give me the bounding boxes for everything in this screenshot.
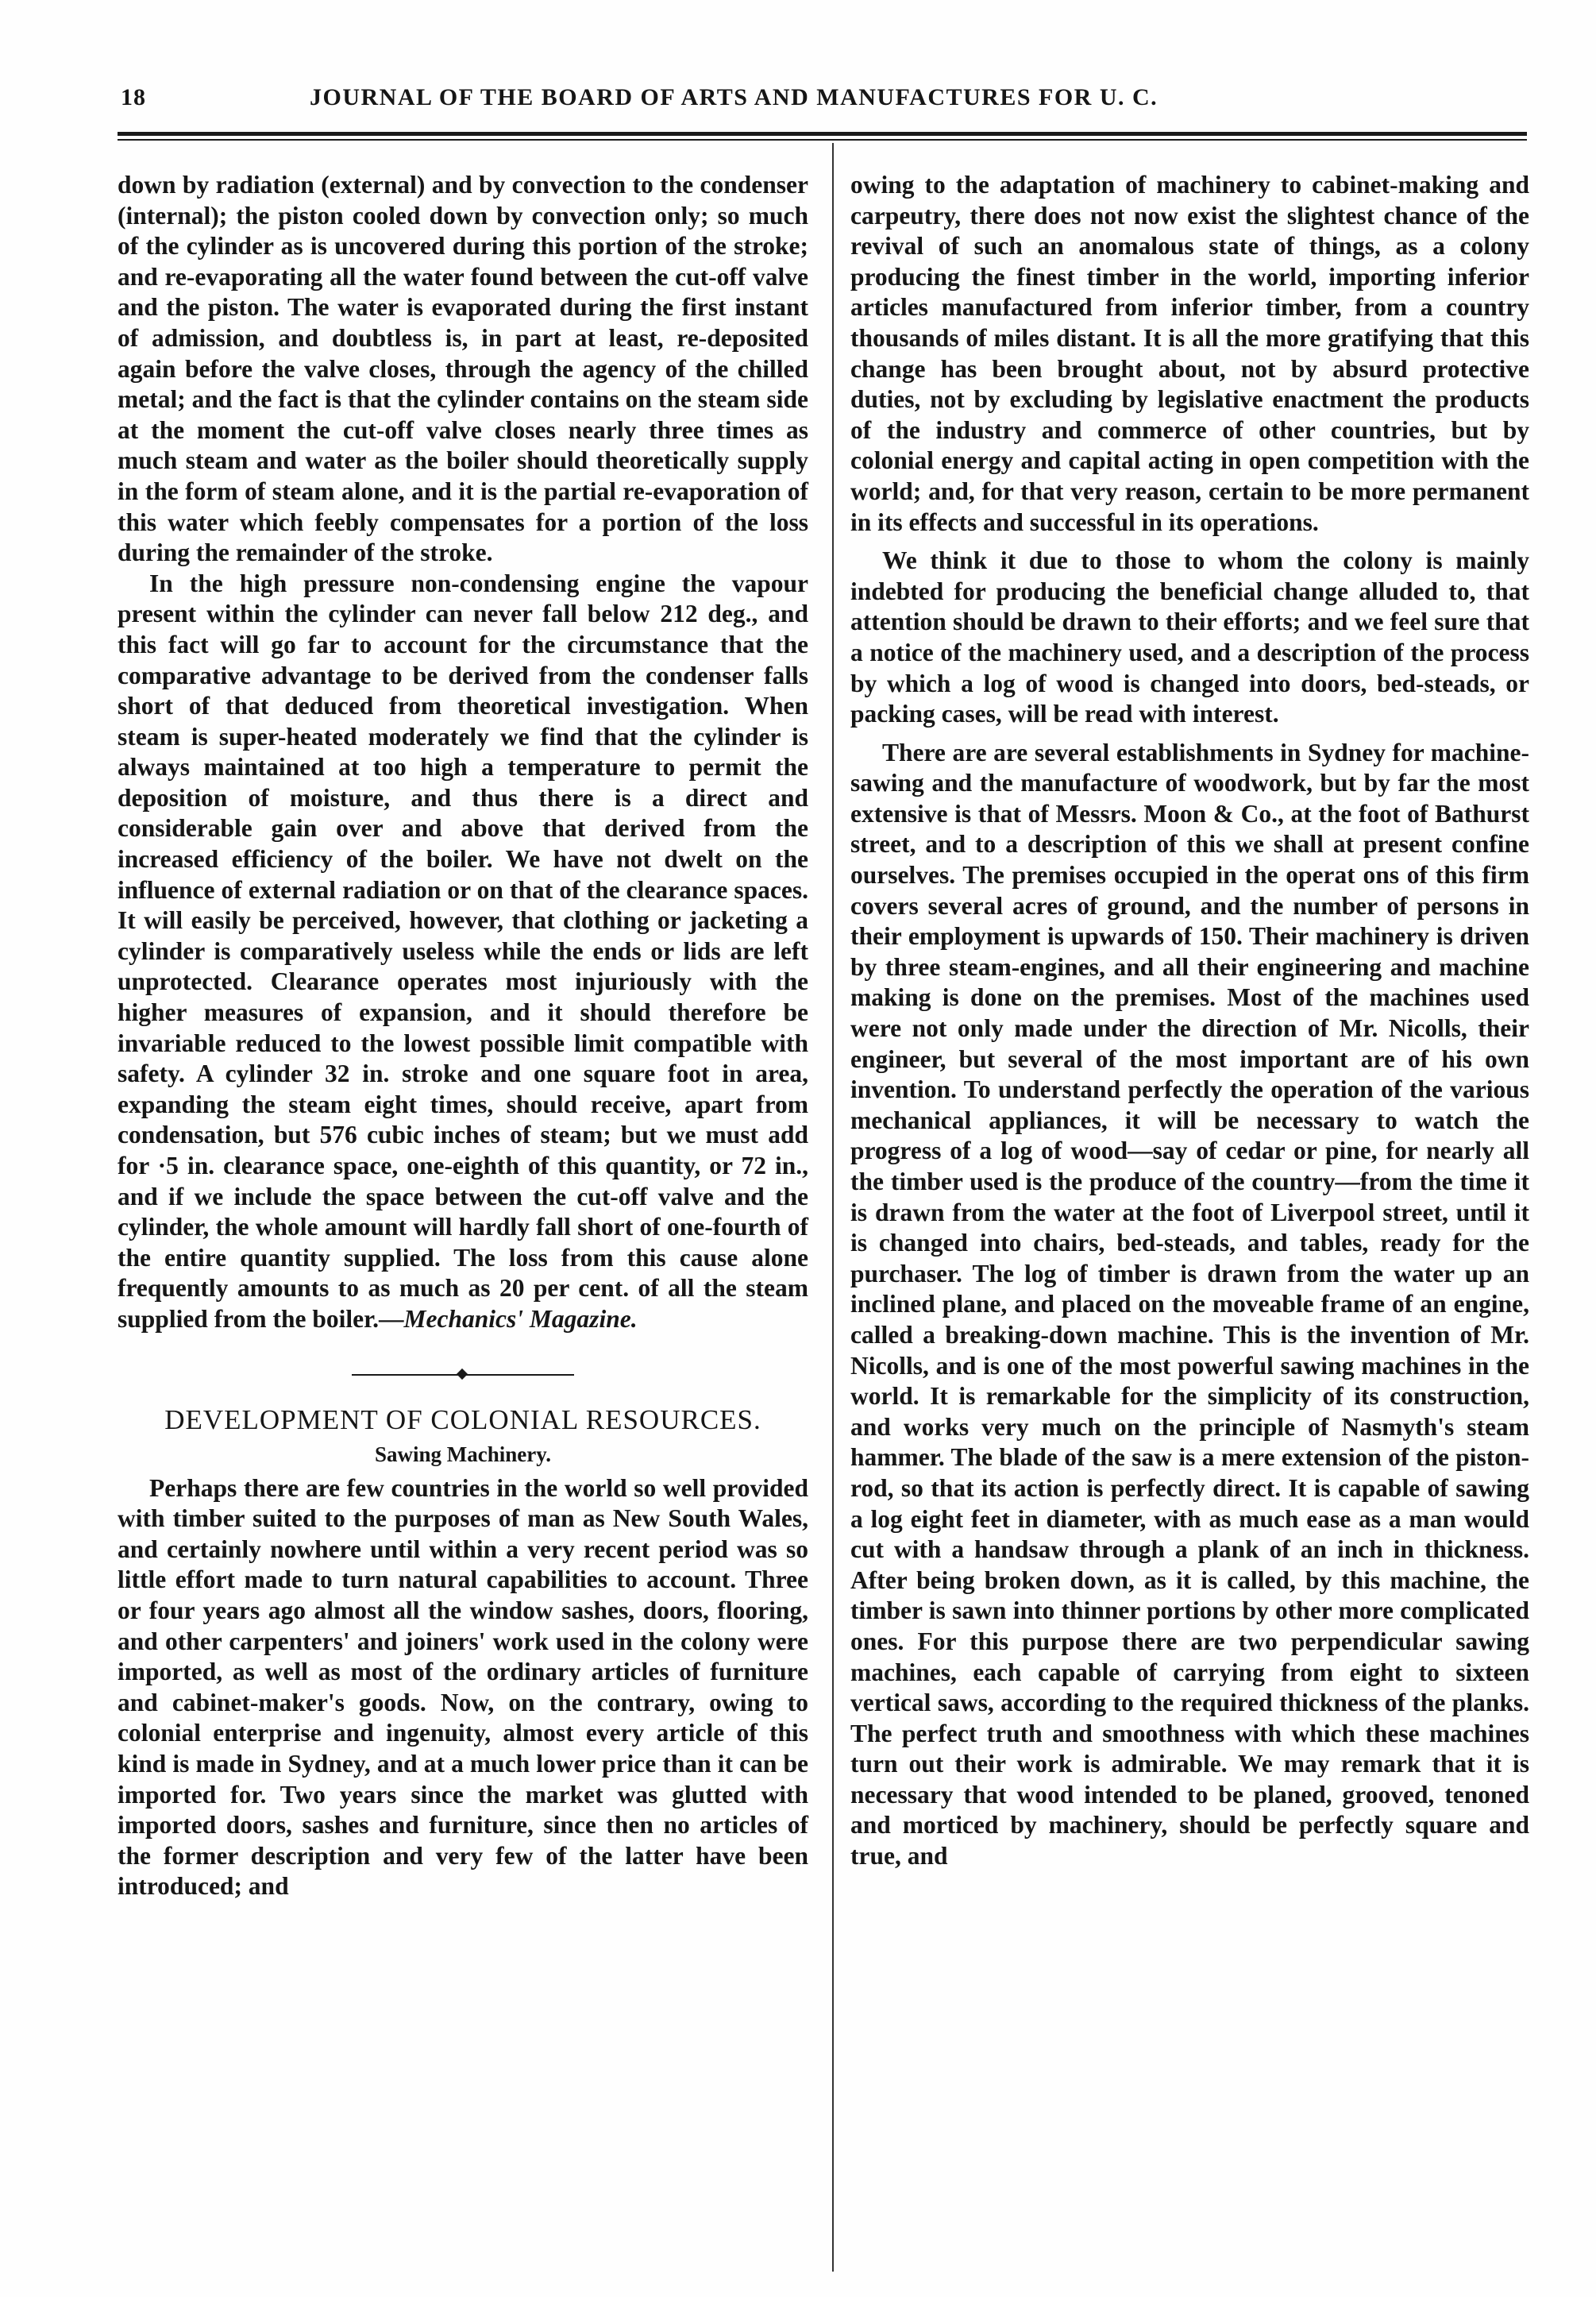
left-paragraph-2: [118, 569, 808, 1335]
section-title: DEVELOPMENT OF COLONIAL RESOURCES.: [164, 1403, 761, 1435]
page-number: 18: [121, 84, 146, 110]
right-column: [850, 170, 1529, 1872]
right-paragraph-1: owing to the adaptation of machinery to cabinet-making and carpeutry, there does not now exist the slightest chance of the revival of such an anomalous state of things, as a colony producing the finest timber in the world, importing inferior articles manufactured from inferior timber, from a country thousands of miles distant. It is all the more gratifying that this change has been brought about, not by absurd protective duties, not by excluding by legislative enactment the products of the industry and commerce of other countries, but by colonial energy and capital acting in open competition with the world; and, for that very reason, certain to be more permanent in its effects and successful in its operations.: [850, 171, 1529, 536]
left-paragraph-2-text: In the high pressure non-condensing engine the vapour present within the cylinder can never fall below 212 deg., and this fact will go far to account for the circumstance that the comparative advantage to be derived from the condenser falls short of that deduced from theoretical investigation. When steam is super-heated moderately we find that the cylinder is always maintained at too high a temperature to permit the deposition of moisture, and thus there is a direct and considerable gain over and above that derived from the increased efficiency of the boiler. We have not dwelt on the influence of external radiation or on that of the clearance spaces. It will easily be perceived, however, that clothing or jacketing a cylinder is comparatively useless while the ends or lids are left unprotected. Clearance operates most injuriously with the higher measures of expansion, and it should therefore be invariable reduced to the lowest possible limit compatible with safety. A cylinder 32 in. stroke and one square foot in area, expanding the steam eight times, should receive, apart from condensation, but 576 cubic inches of steam; but we must add for ·5 in. clearance space, one-eighth of this quantity, or 72 in., and if we include the space between the cut-off valve and the cylinder, the whole amount will hardly fall short of one-fourth of the entire quantity supplied. The loss from this cause alone frequently amounts to as much as 20 per cent. of all the steam supplied from the boiler.—: [118, 569, 808, 1333]
running-title: JOURNAL OF THE BOARD OF ARTS AND MANUFACTURES FOR U. C.: [310, 84, 1158, 110]
right-paragraph-2: We think it due to those to whom the colony is mainly indebted for producing the beneficial change alluded to, that attention should be drawn to their efforts; and we feel sure that a notice of the machinery used, and a description of the process by which a log of wood is changed into doors, bed-steads, or packing cases, will be read with interest.: [850, 546, 1529, 728]
section-subtitle: Sawing Machinery.: [374, 1442, 551, 1466]
column-divider: [832, 143, 834, 2272]
left-paragraph-3: Perhaps there are few countries in the world so well provided with timber suited to the purposes of man as New South Wales, and certainly nowhere until within a very recent period was so little effort made to turn natural capabilities to account. Three or four years ago almost all the window sashes, doors, flooring, and other carpenters' and joiners' work used in the colony were imported, as well as most of the ordinary articles of furniture and cabinet-maker's goods. Now, on the contrary, owing to colonial enterprise and ingenuity, almost every article of this kind is made in Sydney, and at a much lower price than it can be imported for. Two years since the market was glutted with imported doors, sashes and furniture, since then no articles of the former description and very few of the latter have been introduced; and: [118, 1473, 808, 1901]
section-ornament: [118, 1359, 808, 1391]
ornament-diamond-icon: [457, 1368, 468, 1379]
right-paragraph-3: There are are several establishments in Sydney for machine-sawing and the manufacture of woodwork, but by far the most extensive is that of Messrs. Moon & Co., at the foot of Bathurst street, and to a description of this we shall at present confine ourselves. The premises occupied in the operat ons of this firm covers several acres of ground, and the number of persons in their employment is upwards of 150. Their machinery is driven by three steam-engines, and all their engineering and machine making is done on the premises. Most of the machines used were not only made under the direction of Mr. Nicolls, their engineer, but several of the most important are of his own invention. To understand perfectly the operation of the various mechanical appliances, it will be necessary to watch the progress of a log of wood—say of cedar or pine, for nearly all the timber used is the produce of the country—from the time it is drawn from the water at the foot of Liverpool street, until it is changed into chairs, bed-steads, and tables, ready for the purchaser. The log of timber is drawn from the water up an inclined plane, and placed on the moveable frame of an engine, called a breaking-down machine. This is the invention of Mr. Nicolls, and is one of the most powerful sawing machines in the world. It is remarkable for the simplicity of its construction, and works very much on the principle of Nasmyth's steam hammer. The blade of the saw is a mere extension of the piston-rod, so that its action is perfectly direct. It is capable of sawing a log eight feet in diameter, with as much ease as a man would cut with a handsaw through a plank of an inch in thickness. After being broken down, as it is called, by this machine, the timber is sawn into thinner portions by other more complicated ones. For this purpose there are two perpendicular sawing machines, each capable of carrying from eight to sixteen vertical saws, according to the required thickness of the planks. The perfect truth and smoothness with which these machines turn out their work is admirable. We may remark that it is necessary that wood intended to be planed, grooved, tenoned and morticed by machinery, should be perfectly square and true, and: [850, 738, 1529, 1870]
left-paragraph-1: down by radiation (external) and by convection to the condenser (internal); the piston cooled down by convection only; so much of the cylinder as is uncovered during this portion of the stroke; and re-evaporating all the water found between the cut-off valve and the piston. The water is evaporated during the first instant of admission, and doubtless is, in part at least, re-deposited again before the valve closes, through the agency of the chilled metal; and the fact is that the cylinder contains on the steam side at the moment the cut-off valve closes nearly three times as much steam and water as the boiler should theoretically supply in the form of steam alone, and it is the partial re-evaporation of this water which feebly compensates for a portion of the loss during the remainder of the stroke.: [118, 171, 808, 567]
header-rule-thin: [118, 139, 1527, 141]
left-column: [118, 170, 808, 1902]
header-rule: [118, 132, 1527, 136]
source-citation: Mechanics' Magazine.: [403, 1304, 638, 1333]
